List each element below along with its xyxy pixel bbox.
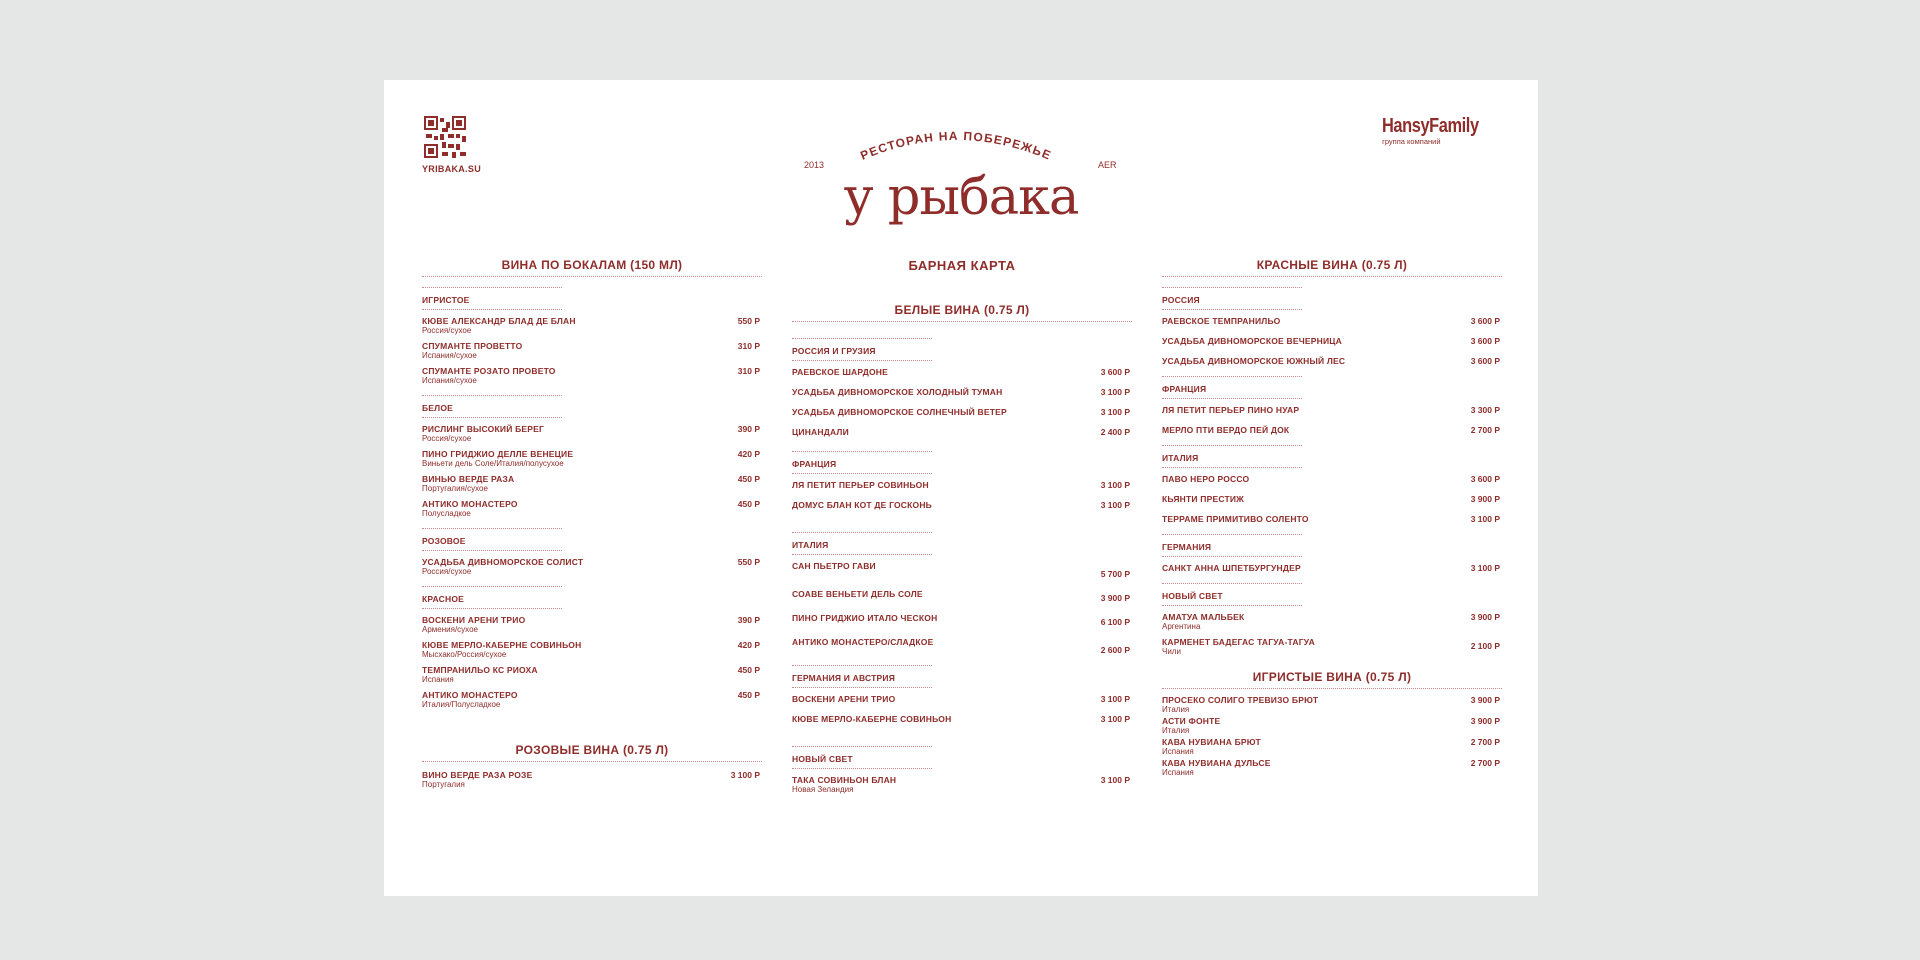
wine-group xyxy=(1162,534,1502,573)
item-name: ТЕМПРАНИЛЬО КС РИОХА xyxy=(422,665,538,675)
group-label: НОВЫЙ СВЕТ xyxy=(792,746,932,769)
menu-item xyxy=(422,615,762,634)
menu-item xyxy=(422,474,762,493)
wine-group xyxy=(1162,445,1502,524)
item-name: КАВА НУВИАНА БРЮТ xyxy=(1162,737,1261,747)
item-name: АСТИ ФОНТЕ xyxy=(1162,716,1221,726)
item-origin: Испания/сухое xyxy=(422,351,477,360)
item-origin: Италия/Полусладкое xyxy=(422,700,501,709)
item-origin: Армения/сухое xyxy=(422,625,478,634)
group-label: РОЗОВОЕ xyxy=(422,528,562,551)
item-name: АНТИКО МОНАСТЕРО xyxy=(422,499,518,509)
item-price: 450 Р xyxy=(737,474,760,484)
item-origin: Италия xyxy=(1162,705,1190,714)
arc-subtitle-text: РЕСТОРАН НА ПОБЕРЕЖЬЕ xyxy=(858,128,1054,163)
item-name: САН ПЬЕТРО ГАВИ xyxy=(792,561,876,571)
item-price: 3 100 Р xyxy=(1100,407,1130,417)
menu-item xyxy=(1162,405,1502,415)
item-price: 3 900 Р xyxy=(1470,494,1500,504)
item-price: 3 100 Р xyxy=(1470,514,1500,524)
menu-item xyxy=(422,424,762,443)
item-price: 3 100 Р xyxy=(1100,694,1130,704)
item-name: АНТИКО МОНАСТЕРО xyxy=(422,690,518,700)
item-origin: Россия/сухое xyxy=(422,434,472,443)
item-price: 310 Р xyxy=(737,341,760,351)
wine-group xyxy=(792,338,1132,437)
group-label: РОССИЯ И ГРУЗИЯ xyxy=(792,338,932,361)
item-origin: Испания xyxy=(1162,747,1194,756)
item-price: 3 100 Р xyxy=(730,770,760,780)
menu-item xyxy=(1162,737,1502,756)
item-price: 310 Р xyxy=(737,366,760,376)
item-name: КЮВЕ МЕРЛО-КАБЕРНЕ СОВИНЬОН xyxy=(422,640,582,650)
item-price: 3 100 Р xyxy=(1100,387,1130,397)
wine-group xyxy=(792,532,1132,655)
item-origin: Италия xyxy=(1162,726,1190,735)
menu-item xyxy=(422,557,762,576)
item-name: ВОСКЕНИ АРЕНИ ТРИО xyxy=(792,694,896,704)
item-name: ДОМУС БЛАН КОТ ДЕ ГОСКОНЬ xyxy=(792,500,932,510)
item-name: СПУМАНТЕ ПРОВЕТТО xyxy=(422,341,523,351)
menu-item xyxy=(422,499,762,518)
menu-item xyxy=(792,589,1132,603)
wine-group xyxy=(792,665,1132,724)
item-origin: Мысхако/Россия/сухое xyxy=(422,650,507,659)
item-price: 3 900 Р xyxy=(1470,695,1500,705)
item-name: МЕРЛО ПТИ ВЕРДО ПЕЙ ДОК xyxy=(1162,425,1290,435)
wine-group xyxy=(792,746,1132,794)
item-name: ПРОСЕКО СОЛИГО ТРЕВИЗО БРЮТ xyxy=(1162,695,1319,705)
section-title: БЕЛЫЕ ВИНА (0.75 Л) xyxy=(792,303,1132,322)
menu-item xyxy=(422,366,762,385)
menu-item xyxy=(1162,336,1502,346)
wine-group xyxy=(792,451,1132,510)
item-price: 2 100 Р xyxy=(1470,641,1500,651)
item-price: 2 400 Р xyxy=(1100,427,1130,437)
item-price: 450 Р xyxy=(737,665,760,675)
item-name: ЛЯ ПЕТИТ ПЕРЬЕР СОВИНЬОН xyxy=(792,480,929,490)
section-title: ИГРИСТЫЕ ВИНА (0.75 Л) xyxy=(1162,670,1502,689)
group-label: РОССИЯ xyxy=(1162,287,1302,310)
menu-item xyxy=(792,387,1132,397)
wine-group xyxy=(422,395,762,518)
item-price: 3 900 Р xyxy=(1470,612,1500,622)
item-origin: Россия/сухое xyxy=(422,326,472,335)
item-price: 550 Р xyxy=(737,557,760,567)
menu-item xyxy=(792,561,1132,579)
item-name: КЮВЕ АЛЕКСАНДР БЛАД ДЕ БЛАН xyxy=(422,316,576,326)
item-price: 420 Р xyxy=(737,640,760,650)
menu-item xyxy=(792,367,1132,377)
item-price: 6 100 Р xyxy=(1100,617,1130,627)
item-price: 3 600 Р xyxy=(1470,356,1500,366)
item-name: АМАТУА МАЛЬБЕК xyxy=(1162,612,1245,622)
item-origin: Испания xyxy=(422,675,454,684)
item-origin: Португалия/сухое xyxy=(422,484,488,493)
menu-item xyxy=(792,775,1132,794)
item-name: РАЕВСКОЕ ШАРДОНЕ xyxy=(792,367,889,377)
wine-group xyxy=(1162,376,1502,435)
menu-item xyxy=(422,665,762,684)
item-origin: Новая Зеландия xyxy=(792,785,854,794)
menu-item xyxy=(422,316,762,335)
wine-group xyxy=(422,287,762,385)
menu-item xyxy=(1162,316,1502,326)
menu-item xyxy=(1162,637,1502,656)
menu-item xyxy=(1162,494,1502,504)
brand-logo xyxy=(1382,116,1500,146)
menu-item xyxy=(1162,356,1502,366)
section-title: ВИНА ПО БОКАЛАМ (150 МЛ) xyxy=(422,258,762,277)
item-origin: Португалия xyxy=(422,780,465,789)
brand-subtitle: группа компаний xyxy=(1382,137,1441,146)
item-price: 550 Р xyxy=(737,316,760,326)
menu-item xyxy=(1162,474,1502,484)
item-name: ТЕРРАМЕ ПРИМИТИВО СОЛЕНТО xyxy=(1162,514,1309,524)
group-label: БЕЛОЕ xyxy=(422,395,562,418)
restaurant-title: у рыбака xyxy=(843,168,1079,227)
item-price: 3 100 Р xyxy=(1100,714,1130,724)
item-origin: Испания/сухое xyxy=(422,376,477,385)
item-name: СОАВЕ ВЕНЬЕТИ ДЕЛЬ СОЛЕ xyxy=(792,589,923,599)
arc-subtitle xyxy=(824,116,1088,176)
item-origin: Россия/сухое xyxy=(422,567,472,576)
menu-item xyxy=(1162,695,1502,714)
item-price: 2 700 Р xyxy=(1470,737,1500,747)
wine-group xyxy=(1162,583,1502,656)
menu-item xyxy=(792,407,1132,417)
item-name: ПИНО ГРИДЖИО ДЕЛЛЕ ВЕНЕЦИЕ xyxy=(422,449,574,459)
item-price: 3 100 Р xyxy=(1100,500,1130,510)
middle-column xyxy=(792,258,1132,804)
group-label: ИТАЛИЯ xyxy=(1162,445,1302,468)
item-name: ЦИНАНДАЛИ xyxy=(792,427,849,437)
group-label: ФРАНЦИЯ xyxy=(792,451,932,474)
item-price: 2 600 Р xyxy=(1100,645,1130,655)
item-name: ПИНО ГРИДЖИО ИТАЛО ЧЕСКОН xyxy=(792,613,938,623)
menu-item xyxy=(1162,514,1502,524)
item-price: 3 600 Р xyxy=(1470,316,1500,326)
item-name: КАВА НУВИАНА ДУЛЬСЕ xyxy=(1162,758,1271,768)
item-name: ВИНЬЮ ВЕРДЕ РАЗА xyxy=(422,474,515,484)
item-name: КЮВЕ МЕРЛО-КАБЕРНЕ СОВИНЬОН xyxy=(792,714,952,724)
group-label: ИГРИСТОЕ xyxy=(422,287,562,310)
item-name: КЬЯНТИ ПРЕСТИЖ xyxy=(1162,494,1245,504)
year-label: 2013 xyxy=(804,160,825,170)
menu-item xyxy=(792,714,1132,724)
item-name: УСАДЬБА ДИВНОМОРСКОЕ ВЕЧЕРНИЦА xyxy=(1162,336,1343,346)
wine-group xyxy=(422,586,762,709)
menu-sheet xyxy=(384,80,1538,896)
website-label[interactable]: YRIBAKA.SU xyxy=(422,164,482,174)
menu-item xyxy=(422,690,762,709)
item-price: 3 600 Р xyxy=(1100,367,1130,377)
menu-item xyxy=(422,640,762,659)
group-label: ФРАНЦИЯ xyxy=(1162,376,1302,399)
menu-item xyxy=(422,341,762,360)
location-code: AER xyxy=(1098,160,1117,170)
item-price: 2 700 Р xyxy=(1470,758,1500,768)
item-price: 2 700 Р xyxy=(1470,425,1500,435)
item-name: РАЕВСКОЕ ТЕМПРАНИЛЬО xyxy=(1162,316,1281,326)
item-origin: Чили xyxy=(1162,647,1181,656)
bar-menu-title: БАРНАЯ КАРТА xyxy=(908,258,1016,273)
menu-item xyxy=(1162,425,1502,435)
item-price: 5 700 Р xyxy=(1100,569,1130,579)
section-title: РОЗОВЫЕ ВИНА (0.75 Л) xyxy=(422,743,762,762)
menu-item xyxy=(792,480,1132,490)
item-price: 450 Р xyxy=(737,499,760,509)
item-price: 390 Р xyxy=(737,424,760,434)
item-price: 3 900 Р xyxy=(1470,716,1500,726)
brand-name: HansyFamily xyxy=(1382,115,1479,137)
right-column xyxy=(1162,258,1502,779)
qr-code-icon xyxy=(424,116,466,158)
item-price: 390 Р xyxy=(737,615,760,625)
item-name: ПАВО НЕРО РОССО xyxy=(1162,474,1250,484)
item-name: РИСЛИНГ ВЫСОКИЙ БЕРЕГ xyxy=(422,424,545,434)
item-name: ВИНО ВЕРДЕ РАЗА РОЗЕ xyxy=(422,770,533,780)
menu-item xyxy=(792,694,1132,704)
item-price: 3 100 Р xyxy=(1470,563,1500,573)
item-name: САНКТ АННА ШПЕТБУРГУНДЕР xyxy=(1162,563,1301,573)
item-price: 3 900 Р xyxy=(1100,593,1130,603)
item-price: 450 Р xyxy=(737,690,760,700)
item-name: ТАКА СОВИНЬОН БЛАН xyxy=(792,775,897,785)
section-title: КРАСНЫЕ ВИНА (0.75 Л) xyxy=(1162,258,1502,277)
item-price: 3 600 Р xyxy=(1470,336,1500,346)
svg-text:РЕСТОРАН НА ПОБЕРЕЖЬЕ xyxy=(858,129,1053,163)
group-label: КРАСНОЕ xyxy=(422,586,562,609)
item-name: УСАДЬБА ДИВНОМОРСКОЕ СОЛИСТ xyxy=(422,557,584,567)
group-label: ГЕРМАНИЯ И АВСТРИЯ xyxy=(792,665,932,688)
item-price: 3 100 Р xyxy=(1100,480,1130,490)
item-name: ЛЯ ПЕТИТ ПЕРЬЕР ПИНО НУАР xyxy=(1162,405,1300,415)
wine-group xyxy=(422,528,762,576)
item-price: 420 Р xyxy=(737,449,760,459)
wine-group xyxy=(1162,287,1502,366)
item-price: 3 600 Р xyxy=(1470,474,1500,484)
item-origin: Аргентина xyxy=(1162,622,1201,631)
item-name: КАРМЕНЕТ БАДЕГАС ТАГУА-ТАГУА xyxy=(1162,637,1315,647)
menu-item xyxy=(792,500,1132,510)
item-price: 3 300 Р xyxy=(1470,405,1500,415)
item-origin: Полусладкое xyxy=(422,509,471,518)
menu-item xyxy=(422,449,762,468)
item-name: УСАДЬБА ДИВНОМОРСКОЕ ХОЛОДНЫЙ ТУМАН xyxy=(792,387,1003,397)
menu-item xyxy=(1162,758,1502,777)
left-column xyxy=(422,258,762,795)
item-name: ВОСКЕНИ АРЕНИ ТРИО xyxy=(422,615,526,625)
group-label: ГЕРМАНИЯ xyxy=(1162,534,1302,557)
menu-item xyxy=(792,613,1132,627)
menu-item xyxy=(1162,716,1502,735)
menu-item xyxy=(1162,612,1502,631)
group-label: НОВЫЙ СВЕТ xyxy=(1162,583,1302,606)
item-name: УСАДЬБА ДИВНОМОРСКОЕ СОЛНЕЧНЫЙ ВЕТЕР xyxy=(792,407,1007,417)
menu-item xyxy=(792,637,1132,655)
menu-item xyxy=(1162,563,1502,573)
menu-item xyxy=(422,770,762,789)
item-origin: Виньети дель Соле/Италия/полусухое xyxy=(422,459,564,468)
item-name: СПУМАНТЕ РОЗАТО ПРОВЕТО xyxy=(422,366,556,376)
item-origin: Испания xyxy=(1162,768,1194,777)
menu-item xyxy=(792,427,1132,437)
item-price: 3 100 Р xyxy=(1100,775,1130,785)
item-name: АНТИКО МОНАСТЕРО/СЛАДКОЕ xyxy=(792,637,934,647)
group-label: ИТАЛИЯ xyxy=(792,532,932,555)
item-name: УСАДЬБА ДИВНОМОРСКОЕ ЮЖНЫЙ ЛЕС xyxy=(1162,356,1346,366)
